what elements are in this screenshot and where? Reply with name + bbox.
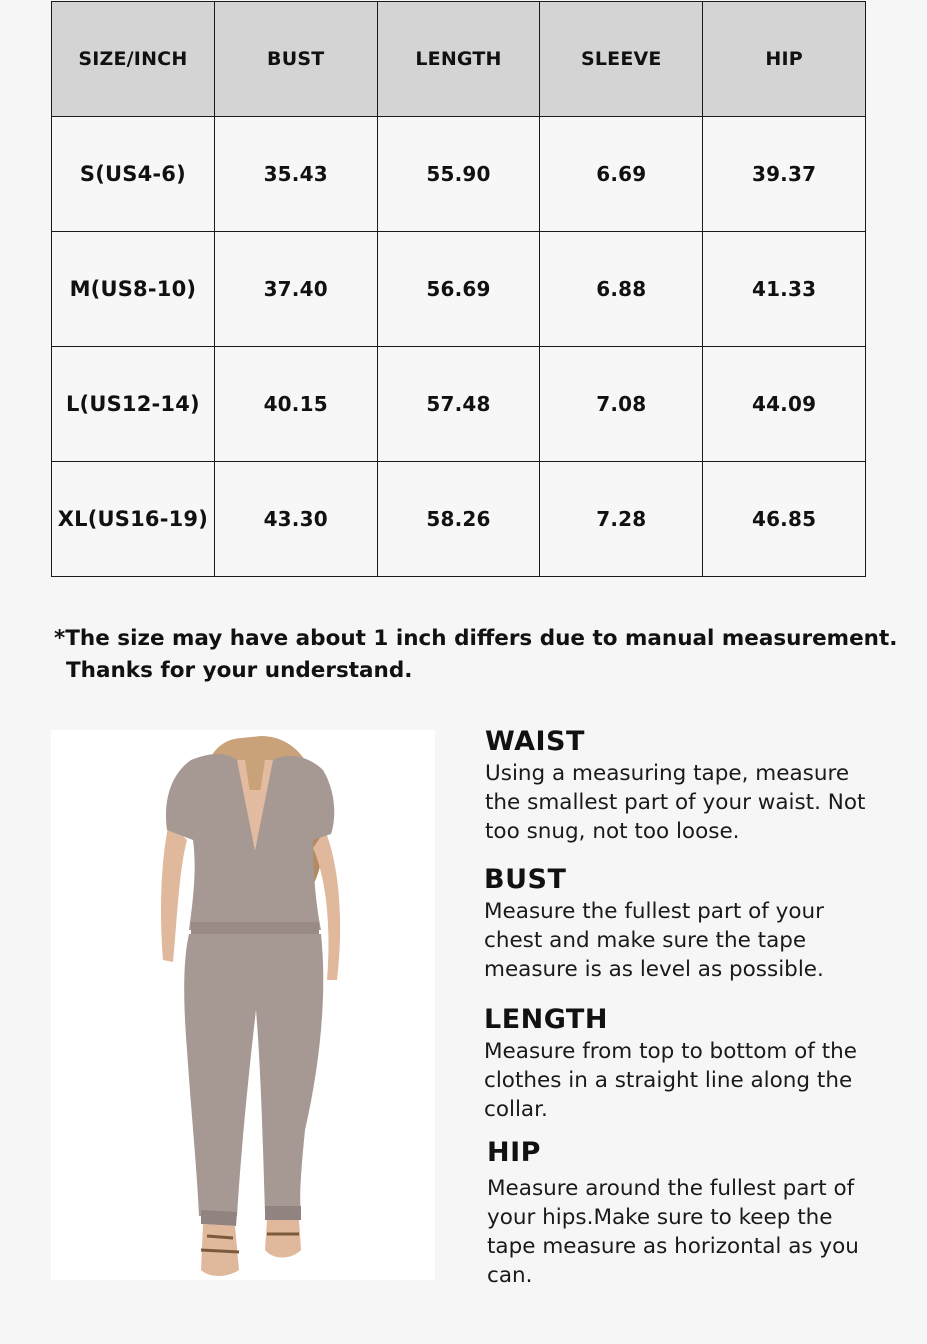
- guide-title-bust: BUST: [484, 864, 567, 895]
- guide-title-waist: WAIST: [485, 726, 585, 757]
- sleeve-value: 7.08: [540, 347, 703, 462]
- jumpsuit-model-illustration: [51, 730, 435, 1280]
- sleeve-value: 7.28: [540, 462, 703, 577]
- header-bust: BUST: [214, 2, 377, 117]
- size-label: S(US4-6): [52, 117, 215, 232]
- header-hip: HIP: [703, 2, 866, 117]
- length-value: 58.26: [377, 462, 540, 577]
- guide-title-length: LENGTH: [484, 1004, 608, 1035]
- guide-bust: [484, 865, 874, 984]
- table-row: [52, 232, 866, 347]
- table-row: [52, 462, 866, 577]
- table-row: [52, 347, 866, 462]
- table-row: [52, 117, 866, 232]
- hip-value: 44.09: [703, 347, 866, 462]
- guide-length: [484, 1005, 874, 1124]
- header-sleeve: SLEEVE: [540, 2, 703, 117]
- measurement-note: [54, 623, 897, 687]
- size-label: M(US8-10): [52, 232, 215, 347]
- size-chart-table: [51, 1, 866, 577]
- guide-waist: [485, 727, 875, 846]
- length-value: 56.69: [377, 232, 540, 347]
- note-line-2: Thanks for your understand.: [66, 658, 413, 683]
- sleeve-value: 6.88: [540, 232, 703, 347]
- bust-value: 43.30: [214, 462, 377, 577]
- hip-value: 39.37: [703, 117, 866, 232]
- size-label: XL(US16-19): [52, 462, 215, 577]
- length-value: 55.90: [377, 117, 540, 232]
- note-line-1: *The size may have about 1 inch differs due to manual measurement.: [54, 626, 898, 651]
- guide-title-hip: HIP: [487, 1137, 541, 1168]
- header-size: SIZE/INCH: [52, 2, 215, 117]
- guide-text-waist: Using a measuring tape, measure the smallest part of your waist. Not too snug, not too loose.: [485, 761, 866, 844]
- length-value: 57.48: [377, 347, 540, 462]
- guide-text-hip: Measure around the fullest part of your hips.Make sure to keep the tape measure as horizontal as you can.: [487, 1176, 859, 1288]
- guide-text-length: Measure from top to bottom of the clothes in a straight line along the collar.: [484, 1039, 857, 1122]
- product-photo: [51, 730, 435, 1280]
- sleeve-value: 6.69: [540, 117, 703, 232]
- bust-value: 40.15: [214, 347, 377, 462]
- table-header-row: [52, 2, 866, 117]
- hip-value: 46.85: [703, 462, 866, 577]
- header-length: LENGTH: [377, 2, 540, 117]
- bust-value: 35.43: [214, 117, 377, 232]
- guide-hip: [487, 1138, 877, 1290]
- hip-value: 41.33: [703, 232, 866, 347]
- size-label: L(US12-14): [52, 347, 215, 462]
- guide-text-bust: Measure the fullest part of your chest and make sure the tape measure is as level as possible.: [484, 899, 824, 982]
- bust-value: 37.40: [214, 232, 377, 347]
